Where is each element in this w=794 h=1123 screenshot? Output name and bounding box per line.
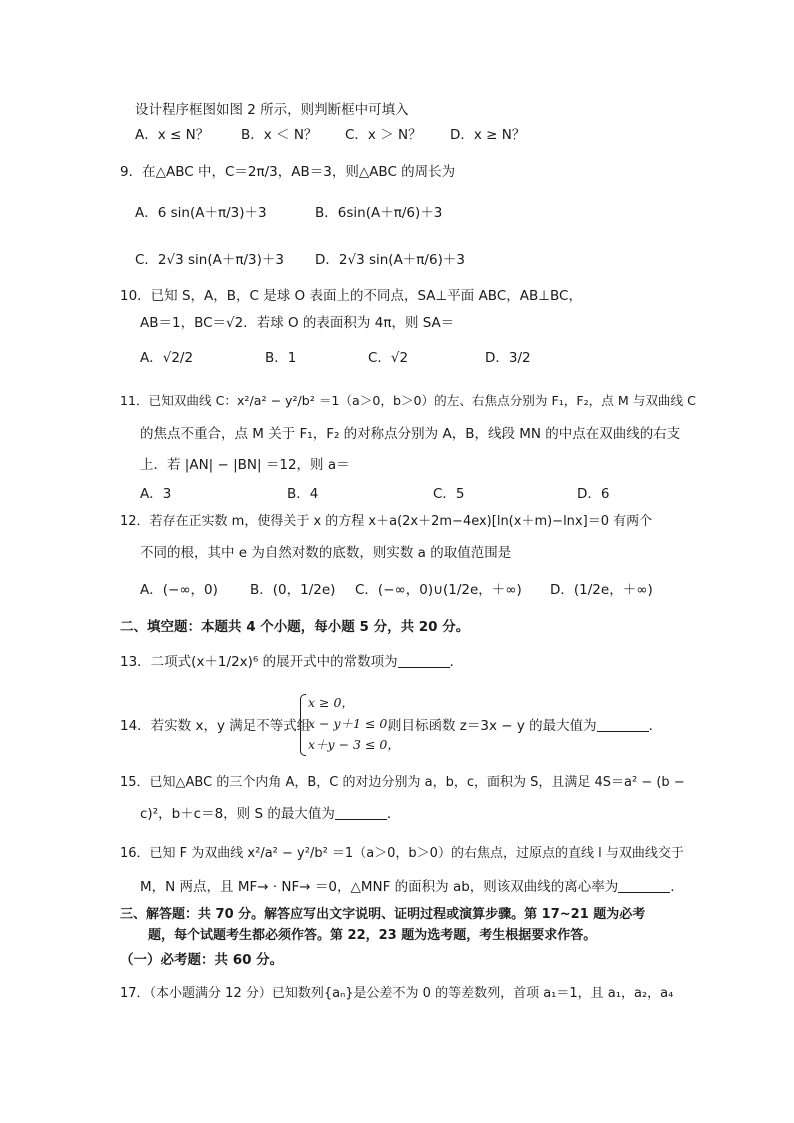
- q13-text: 13．二项式(x＋1/2x)⁶ 的展开式中的常数项为: [120, 654, 398, 670]
- q10-stem-line1: 10．已知 S，A，B，C 是球 O 表面上的不同点，SA⊥平面 ABC，AB⊥BC，: [120, 288, 582, 304]
- q16-line1: 16．已知 F 为双曲线 x²/a² − y²/b² ＝1（a＞0，b＞0）的右焦点，过原点的直线 l 与双曲线交于: [120, 846, 684, 861]
- q15-line2: [140, 804, 400, 824]
- q9-option-c: C．2√3 sin(A＋π/3)＋3: [135, 252, 284, 268]
- q14-constraint-3: x＋y − 3 ≤ 0，: [308, 737, 400, 752]
- q14-text: 则目标函数 z＝3x − y 的最大值为: [388, 718, 597, 734]
- q12-stem-line2: 不同的根，其中 e 为自然对数的底数，则实数 a 的取值范围是: [140, 545, 512, 561]
- q10-stem-line2: AB＝1，BC＝√2．若球 O 的表面积为 4π，则 SA＝: [140, 315, 455, 331]
- q15-line1: 15．已知△ABC 的三个内角 A，B，C 的对边分别为 a，b，c，面积为 S，且满足 4S＝a² − (b −: [120, 775, 685, 790]
- section-3-heading-line2: 题，每个试题考生都必须作答。第 22，23 题为选考题，考生根据要求作答。: [148, 928, 597, 943]
- q12-option-c: C．(−∞，0)∪(1/2e，＋∞): [355, 582, 522, 598]
- q16-line2: [140, 877, 684, 897]
- q8-stem: 设计程序框图如图 2 所示，则判断框中可填入: [135, 102, 409, 118]
- q14-answer-blank[interactable]: [597, 717, 649, 732]
- section-3-heading-line1: 三、解答题：共 70 分。解答应写出文字说明、证明过程或演算步骤。第 17~21 题为必考: [120, 907, 646, 922]
- q10-option-c: C．√2: [368, 350, 409, 366]
- q12-option-a: A．(−∞，0): [140, 582, 218, 598]
- q14-lead: 14．若实数 x，y 满足不等式组: [120, 718, 311, 734]
- q14-tail: [388, 716, 662, 736]
- q11-option-b: B．4: [287, 486, 319, 502]
- q13: [120, 652, 463, 672]
- q8-option-a: A．x ≤ N？: [135, 127, 210, 143]
- q14-system: [308, 692, 400, 755]
- q11-stem-line3: 上．若 |AN| − |BN| ＝12，则 a＝: [140, 457, 350, 473]
- q14-constraint-2: x − y＋1 ≤ 0，: [308, 716, 400, 731]
- q12-option-b: B．(0，1/2e): [250, 582, 336, 598]
- q11-option-d: D．6: [577, 486, 610, 502]
- q14-end: ．: [648, 718, 663, 734]
- q13-answer-blank[interactable]: [398, 653, 450, 668]
- q12-option-d: D．(1/2e，＋∞): [550, 582, 653, 598]
- section-2-heading: 二、填空题：本题共 4 个小题，每小题 5 分，共 20 分。: [120, 619, 470, 635]
- subsection-heading: （一）必考题：共 60 分。: [120, 952, 284, 968]
- q10-option-d: D．3/2: [485, 350, 531, 366]
- q11-stem-line2: 的焦点不重合，点 M 关于 F₁，F₂ 的对称点分别为 A，B，线段 MN 的中点在双曲线的右支: [140, 426, 681, 442]
- q11-option-c: C．5: [433, 486, 465, 502]
- q9-option-b: B．6sin(A＋π/6)＋3: [315, 205, 443, 221]
- q15-text: c)²，b＋c＝8，则 S 的最大值为: [140, 806, 335, 822]
- q8-option-b: B．x ＜ N？: [241, 127, 318, 143]
- q16-answer-blank[interactable]: [618, 878, 670, 893]
- q16-text: M，N 两点，且 MF→ · NF→ ＝0，△MNF 的面积为 ab，则该双曲线的离心率为: [140, 879, 619, 895]
- q8-option-d: D．x ≥ N？: [450, 127, 526, 143]
- q17-stem: 17．（本小题满分 12 分）已知数列{aₙ}是公差不为 0 的等差数列，首项 a₁＝1，且 a₁，a₂，a₄: [120, 986, 674, 1001]
- q8-option-c: C．x ＞ N？: [345, 127, 422, 143]
- q10-option-b: B．1: [265, 350, 297, 366]
- q11-option-a: A．3: [140, 486, 172, 502]
- q9-option-a: A．6 sin(A＋π/3)＋3: [135, 205, 267, 221]
- q12-stem-line1: 12．若存在正实数 m，使得关于 x 的方程 x＋a(2x＋2m−4ex)[ln(x＋m)−lnx]＝0 有两个: [120, 514, 653, 529]
- q9-stem: 9．在△ABC 中，C＝2π/3，AB＝3，则△ABC 的周长为: [120, 164, 456, 180]
- q15-end: ．: [386, 806, 401, 822]
- q14-constraint-1: x ≥ 0，: [308, 695, 354, 710]
- q10-option-a: A．√2/2: [140, 350, 194, 366]
- q15-answer-blank[interactable]: [335, 805, 387, 820]
- q16-end: ．: [670, 879, 684, 895]
- q14-system-brace: [300, 694, 306, 756]
- q9-option-d: D．2√3 sin(A＋π/6)＋3: [315, 252, 465, 268]
- q11-stem-line1: 11．已知双曲线 C：x²/a² − y²/b² ＝1（a＞0，b＞0）的左、右焦点分别为 F₁，F₂，点 M 与双曲线 C: [120, 393, 696, 408]
- q13-end: ．: [449, 654, 464, 670]
